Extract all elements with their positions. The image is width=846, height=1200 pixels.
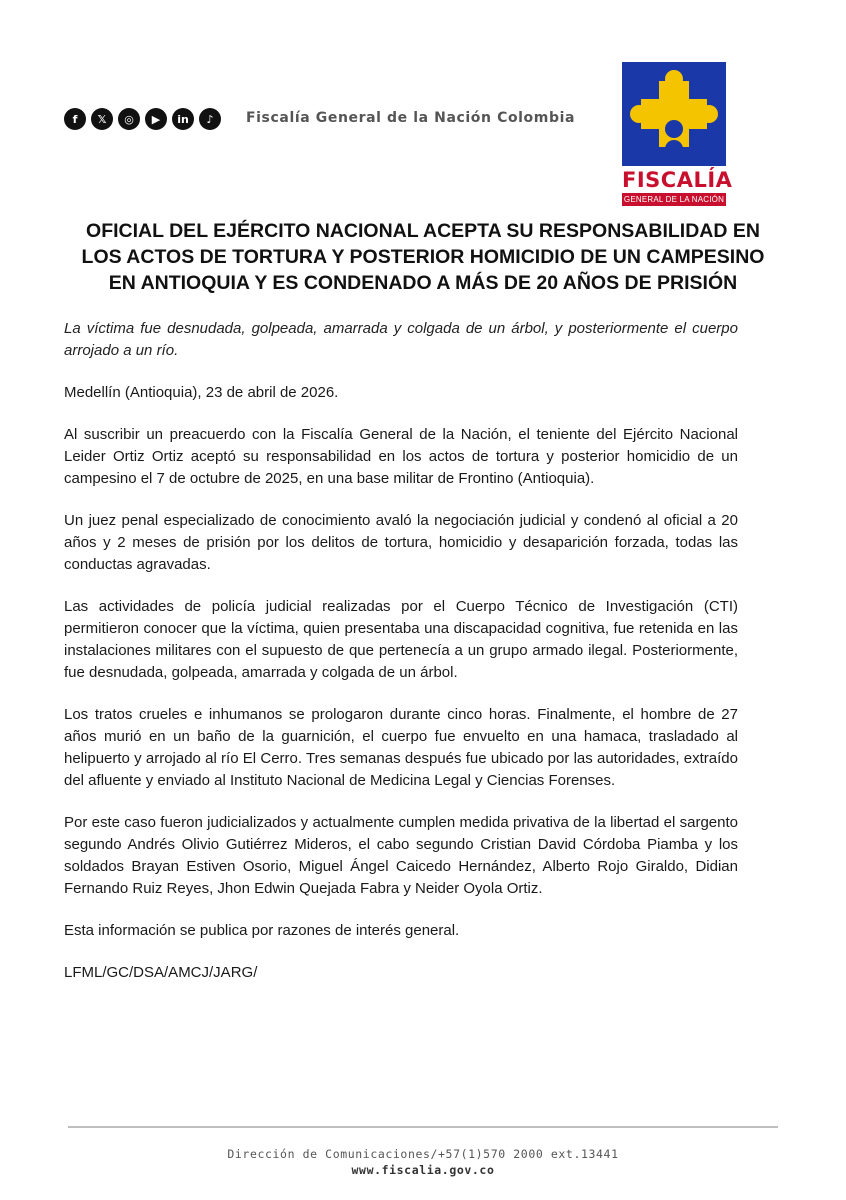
subtitle: La víctima fue desnudada, golpeada, amarrada y colgada de un árbol, y posteriormente el cuerpo arrojado a un río. [64,320,738,359]
puzzle-logo-icon [622,62,726,166]
reference-code: LFML/GC/DSA/AMCJ/JARG/ [64,964,258,981]
fiscalia-logo [622,62,733,206]
x-icon[interactable]: 𝕏 [91,108,113,130]
footer [0,1146,846,1178]
facebook-icon[interactable]: f [64,108,86,130]
social-icons [64,108,221,130]
logo-subtext: GENERAL DE LA NACIÓN [623,195,725,204]
paragraph: Esta información se publica por razones de interés general. [64,922,460,939]
footer-divider [68,1126,778,1128]
article-body [64,318,738,1004]
paragraph: Las actividades de policía judicial realizadas por el Cuerpo Técnico de Investigación (CTI) permitieron conocer que la víctima, quien presentaba una discapacidad cognitiva, fue retenida en las instalaciones militares con el supuesto de que pertenecía a un grupo armado ilegal. Posteriormente, fue desnudada, golpeada, amarrada y colgada de un árbol. [64,598,738,681]
linkedin-icon[interactable]: in [172,108,194,130]
dateline: Medellín (Antioquia), 23 de abril de 2026. [64,384,339,401]
paragraph: Al suscribir un preacuerdo con la Fiscalía General de la Nación, el teniente del Ejército Nacional Leider Ortiz Ortiz aceptó su responsabilidad en los actos de tortura y posterior homicidio de un campesino el 7 de octubre de 2025, en una base militar de Frontino (Antioquia). [64,426,738,487]
title-line: OFICIAL DEL EJÉRCITO NACIONAL ACEPTA SU RESPONSABILIDAD EN [86,220,760,242]
org-name: Fiscalía General de la Nación Colombia [246,110,576,126]
title-line: EN ANTIOQUIA Y ES CONDENADO A MÁS DE 20 AÑOS DE PRISIÓN [108,272,738,294]
paragraph: Los tratos crueles e inhumanos se prologaron durante cinco horas. Finalmente, el hombre de 27 años murió en un baño de la guarnición, el cuerpo fue envuelto en una hamaca, trasladado al helipuerto y arrojado al río El Cerro. Tres semanas después fue ubicado por las autoridades, extraído del afluente y enviado al Instituto Nacional de Medicina Legal y Ciencias Forenses. [64,706,738,789]
footer-website-link[interactable]: www.fiscalia.gov.co [351,1163,495,1177]
instagram-icon[interactable]: ◎ [118,108,140,130]
logo-text: FISCALÍA [622,168,733,192]
paragraph: Por este caso fueron judicializados y actualmente cumplen medida privativa de la libertad el sargento segundo Andrés Olivio Gutiérrez Mideros, el cabo segundo Cristian David Córdoba Piamba y los soldados Brayan Estiven Osorio, Miguel Ángel Caicedo Hernández, Alberto Rojo Giraldo, Didian Fernando Ruiz Reyes, Jhon Edwin Quejada Fabra y Neider Oyola Ortiz. [64,814,738,897]
title-line: LOS ACTOS DE TORTURA Y POSTERIOR HOMICIDIO DE UN CAMPESINO [81,246,765,268]
tiktok-icon[interactable]: ♪ [199,108,221,130]
paragraph: Un juez penal especializado de conocimiento avaló la negociación judicial y condenó al oficial a 20 años y 2 meses de prisión por los delitos de tortura, homicidio y desaparición forzada, todas las conductas agravadas. [64,512,738,573]
page-title [40,218,806,296]
footer-contact: Dirección de Comunicaciones/+57(1)570 2000 ext.13441 [227,1147,619,1161]
youtube-icon[interactable]: ▶ [145,108,167,130]
